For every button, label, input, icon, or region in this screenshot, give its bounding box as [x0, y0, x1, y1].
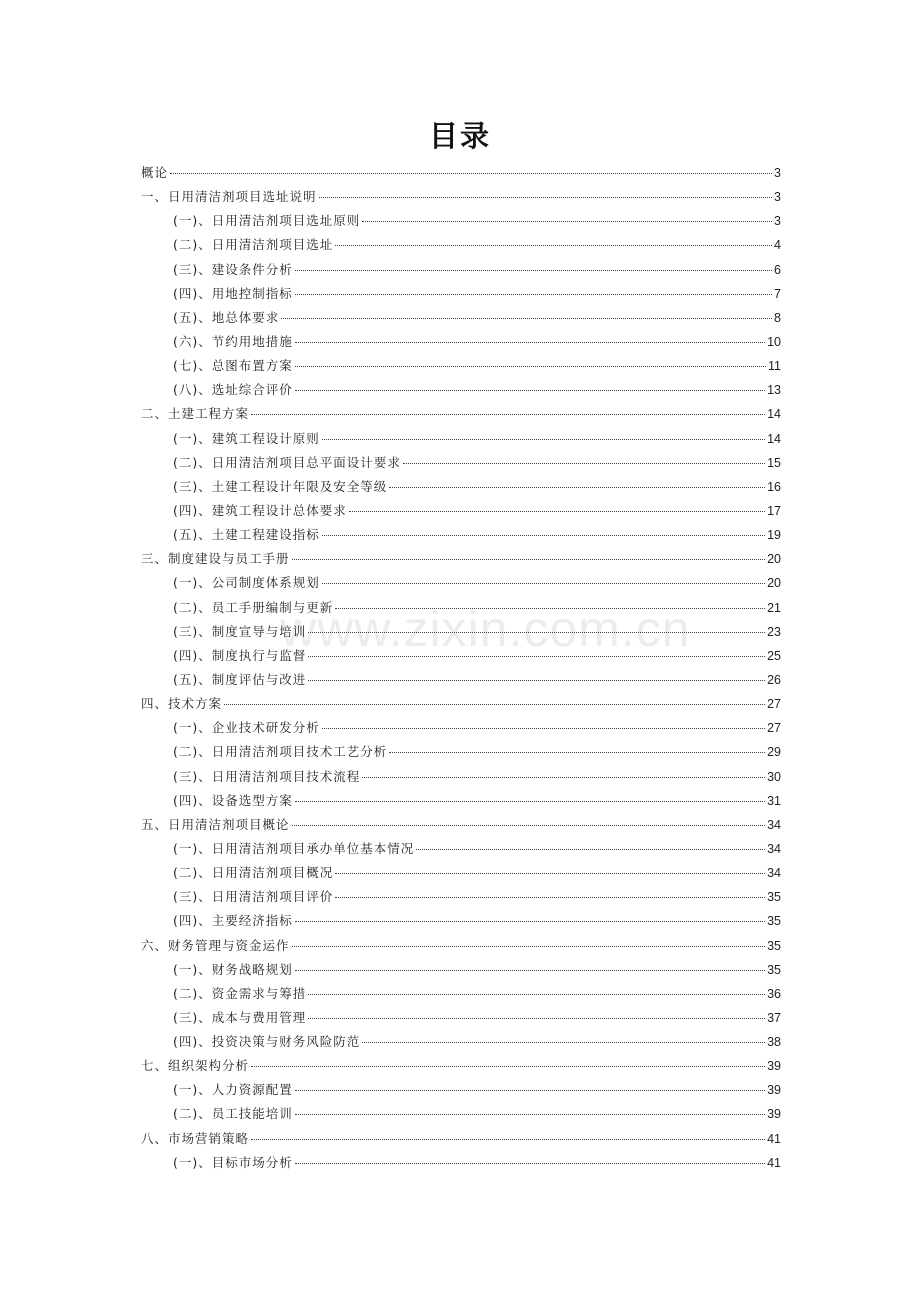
toc-dot-leader	[322, 583, 765, 584]
toc-dot-leader	[416, 849, 765, 850]
toc-entry-label: (五)、地总体要求	[173, 309, 280, 325]
toc-entry-page-number: 3	[774, 166, 781, 180]
toc-entry-page-number: 39	[767, 1083, 781, 1098]
toc-entry-page-number: 29	[767, 745, 781, 760]
toc-entry[interactable]	[141, 1054, 781, 1078]
toc-entry-page-number: 6	[774, 262, 781, 277]
toc-entry-label: (二)、资金需求与筹措	[173, 985, 307, 1001]
toc-entry[interactable]	[141, 402, 781, 426]
toc-entry-page-number: 39	[767, 1107, 781, 1122]
toc-entry-page-number: 38	[767, 1035, 781, 1050]
toc-dot-leader	[295, 970, 765, 971]
toc-entry[interactable]	[141, 378, 781, 402]
toc-entry-label: 二、土建工程方案	[141, 406, 250, 422]
toc-dot-leader	[322, 439, 765, 440]
toc-entry-page-number: 19	[767, 528, 781, 543]
toc-entry-label: 五、日用清洁剂项目概论	[141, 816, 290, 832]
toc-entry-label: (二)、日用清洁剂项目选址	[173, 237, 334, 253]
toc-entry-page-number: 27	[767, 721, 781, 736]
toc-entry[interactable]	[141, 1006, 781, 1030]
toc-entry[interactable]	[141, 789, 781, 813]
toc-entry-label: 四、技术方案	[141, 696, 223, 712]
toc-dot-leader	[292, 825, 766, 826]
toc-entry[interactable]	[141, 547, 781, 571]
toc-entry[interactable]	[141, 596, 781, 620]
toc-entry[interactable]	[141, 1030, 781, 1054]
toc-dot-leader	[281, 318, 772, 319]
toc-entry-page-number: 16	[767, 479, 781, 494]
toc-dot-leader	[362, 777, 765, 778]
toc-dot-leader	[224, 704, 765, 705]
toc-dot-leader	[295, 921, 765, 922]
toc-entry[interactable]	[141, 692, 781, 716]
toc-entry-label: (一)、日用清洁剂项目承办单位基本情况	[173, 840, 415, 856]
toc-dot-leader	[389, 752, 765, 753]
toc-entry[interactable]	[141, 885, 781, 909]
toc-entry-label: (五)、制度评估与改进	[173, 671, 307, 687]
toc-dot-leader	[308, 1018, 765, 1019]
toc-dot-leader	[335, 245, 772, 246]
toc-entry-label: (一)、日用清洁剂项目选址原则	[173, 213, 361, 229]
toc-entry[interactable]	[141, 258, 781, 282]
toc-dot-leader	[295, 801, 765, 802]
toc-entry-label: (六)、节约用地措施	[173, 333, 293, 349]
toc-entry[interactable]	[141, 740, 781, 764]
toc-entry-page-number: 35	[767, 938, 781, 953]
toc-entry[interactable]	[141, 644, 781, 668]
toc-entry[interactable]	[141, 282, 781, 306]
toc-dot-leader	[308, 994, 765, 995]
toc-entry-label: (四)、投资决策与财务风险防范	[173, 1034, 361, 1050]
toc-dot-leader	[335, 897, 765, 898]
toc-entry-label: (二)、日用清洁剂项目技术工艺分析	[173, 744, 388, 760]
toc-dot-leader	[335, 608, 765, 609]
toc-dot-leader	[362, 221, 772, 222]
toc-entry-page-number: 27	[767, 697, 781, 712]
toc-dot-leader	[335, 873, 765, 874]
toc-entry-label: (二)、日用清洁剂项目总平面设计要求	[173, 454, 401, 470]
toc-entry-label: (七)、总图布置方案	[173, 358, 293, 374]
toc-entry[interactable]	[141, 958, 781, 982]
toc-entry-label: (二)、员工技能培训	[173, 1106, 293, 1122]
toc-entry[interactable]	[141, 523, 781, 547]
toc-entry-label: 概论	[141, 165, 169, 180]
toc-entry[interactable]	[141, 161, 781, 185]
toc-entry-page-number: 3	[774, 190, 781, 205]
table-of-contents	[141, 161, 781, 1175]
toc-dot-leader	[389, 487, 765, 488]
toc-entry-label: 七、组织架构分析	[141, 1058, 250, 1074]
toc-dot-leader	[295, 1114, 765, 1115]
toc-entry-page-number: 4	[774, 238, 781, 253]
toc-entry[interactable]	[141, 330, 781, 354]
toc-entry-page-number: 34	[767, 841, 781, 856]
toc-entry[interactable]	[141, 620, 781, 644]
toc-entry-label: (一)、公司制度体系规划	[173, 575, 320, 591]
toc-entry-page-number: 10	[767, 334, 781, 349]
toc-dot-leader	[170, 173, 772, 174]
toc-entry-page-number: 39	[767, 1059, 781, 1074]
toc-entry[interactable]	[141, 716, 781, 740]
watermark: www.zixin.com.cn	[280, 601, 691, 657]
toc-entry-page-number: 11	[768, 359, 781, 374]
toc-entry[interactable]	[141, 427, 781, 451]
toc-entry-page-number: 14	[767, 407, 781, 422]
toc-entry-label: (五)、土建工程建设指标	[173, 527, 320, 543]
toc-entry-page-number: 34	[767, 866, 781, 881]
toc-entry[interactable]	[141, 475, 781, 499]
toc-entry-page-number: 36	[767, 986, 781, 1001]
toc-entry-label: 八、市场营销策略	[141, 1130, 250, 1146]
toc-entry[interactable]	[141, 209, 781, 233]
toc-entry-label: (三)、土建工程设计年限及安全等级	[173, 478, 388, 494]
toc-entry-label: (四)、用地控制指标	[173, 285, 293, 301]
toc-dot-leader	[295, 270, 772, 271]
toc-dot-leader	[308, 656, 765, 657]
toc-entry[interactable]	[141, 765, 781, 789]
toc-entry-page-number: 8	[774, 310, 781, 325]
toc-entry-page-number: 31	[767, 793, 781, 808]
toc-entry-label: (三)、建设条件分析	[173, 261, 293, 277]
toc-entry-page-number: 7	[774, 286, 781, 301]
toc-dot-leader	[295, 294, 772, 295]
toc-entry[interactable]	[141, 668, 781, 692]
page-title: 目录	[428, 119, 491, 153]
toc-entry-page-number: 41	[767, 1155, 781, 1170]
toc-dot-leader	[403, 463, 765, 464]
toc-entry-page-number: 41	[767, 1131, 781, 1146]
toc-entry[interactable]	[141, 909, 781, 933]
toc-entry[interactable]	[141, 837, 781, 861]
toc-entry-label: (一)、目标市场分析	[173, 1154, 293, 1170]
toc-entry[interactable]	[141, 982, 781, 1006]
toc-dot-leader	[251, 414, 765, 415]
toc-entry-label: 三、制度建设与员工手册	[141, 551, 290, 567]
toc-entry-label: 六、财务管理与资金运作	[141, 937, 290, 953]
toc-dot-leader	[295, 366, 766, 367]
toc-dot-leader	[292, 559, 766, 560]
toc-dot-leader	[322, 728, 765, 729]
toc-dot-leader	[251, 1066, 765, 1067]
toc-entry-page-number: 14	[767, 431, 781, 446]
toc-entry-label: (四)、建筑工程设计总体要求	[173, 502, 347, 518]
toc-entry-page-number: 30	[767, 769, 781, 784]
toc-entry[interactable]	[141, 934, 781, 958]
toc-entry-label: (二)、员工手册编制与更新	[173, 599, 334, 615]
toc-entry-label: (四)、主要经济指标	[173, 913, 293, 929]
toc-entry-page-number: 17	[767, 503, 781, 518]
toc-entry-page-number: 15	[767, 455, 781, 470]
toc-entry[interactable]	[141, 354, 781, 378]
toc-dot-leader	[362, 1042, 765, 1043]
toc-entry-label: (一)、企业技术研发分析	[173, 720, 320, 736]
toc-entry[interactable]	[141, 571, 781, 595]
toc-entry-label: (三)、日用清洁剂项目技术流程	[173, 768, 361, 784]
toc-entry-label: (一)、财务战略规划	[173, 961, 293, 977]
toc-entry[interactable]	[141, 233, 781, 257]
toc-entry-page-number: 20	[767, 552, 781, 567]
toc-dot-leader	[322, 535, 765, 536]
toc-entry[interactable]	[141, 813, 781, 837]
toc-entry[interactable]	[141, 1151, 781, 1175]
toc-entry-page-number: 35	[767, 890, 781, 905]
toc-dot-leader	[292, 946, 766, 947]
toc-entry-page-number: 23	[767, 624, 781, 639]
toc-dot-leader	[295, 390, 765, 391]
toc-dot-leader	[308, 680, 765, 681]
toc-entry-page-number: 37	[767, 1010, 781, 1025]
toc-entry-label: (八)、选址综合评价	[173, 382, 293, 398]
toc-dot-leader	[349, 511, 765, 512]
toc-entry[interactable]	[141, 185, 781, 209]
toc-dot-leader	[308, 632, 765, 633]
toc-entry[interactable]	[141, 1078, 781, 1102]
toc-entry-label: (三)、成本与费用管理	[173, 1009, 307, 1025]
toc-entry-label: 一、日用清洁剂项目选址说明	[141, 189, 317, 205]
toc-entry-label: (一)、人力资源配置	[173, 1082, 293, 1098]
toc-entry[interactable]	[141, 1102, 781, 1126]
toc-dot-leader	[251, 1139, 765, 1140]
toc-entry-page-number: 35	[767, 914, 781, 929]
toc-entry-page-number: 21	[767, 600, 781, 615]
toc-dot-leader	[319, 197, 773, 198]
toc-entry[interactable]	[141, 1127, 781, 1151]
toc-entry-page-number: 35	[767, 962, 781, 977]
toc-entry-page-number: 34	[767, 817, 781, 832]
toc-entry[interactable]	[141, 499, 781, 523]
toc-dot-leader	[295, 342, 765, 343]
toc-dot-leader	[295, 1163, 765, 1164]
toc-entry-page-number: 20	[767, 576, 781, 591]
toc-entry[interactable]	[141, 306, 781, 330]
toc-dot-leader	[295, 1090, 765, 1091]
toc-entry-label: (三)、日用清洁剂项目评价	[173, 889, 334, 905]
toc-entry-page-number: 13	[767, 383, 781, 398]
toc-entry-page-number: 25	[767, 648, 781, 663]
toc-entry-label: (三)、制度宣导与培训	[173, 623, 307, 639]
toc-entry[interactable]	[141, 451, 781, 475]
toc-entry-page-number: 3	[774, 214, 781, 229]
toc-entry-label: (二)、日用清洁剂项目概况	[173, 865, 334, 881]
toc-entry-label: (一)、建筑工程设计原则	[173, 430, 320, 446]
toc-entry-label: (四)、制度执行与监督	[173, 647, 307, 663]
toc-entry-page-number: 26	[767, 672, 781, 687]
toc-entry-label: (四)、设备选型方案	[173, 792, 293, 808]
toc-entry[interactable]	[141, 861, 781, 885]
